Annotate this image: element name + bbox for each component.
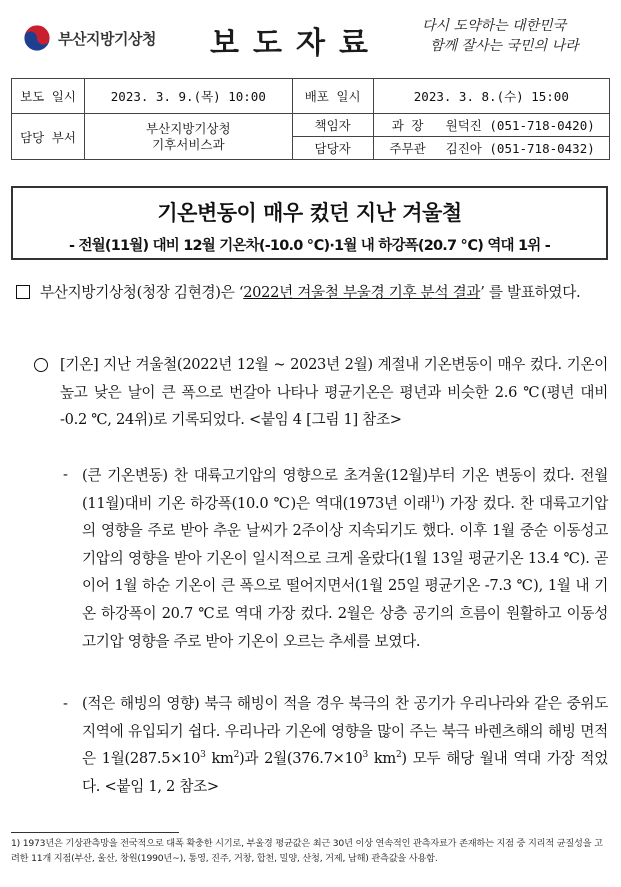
- staff-label: 담당자: [292, 137, 373, 160]
- exp-3: 3: [362, 750, 368, 761]
- dist-label: 배포 일시: [292, 79, 373, 114]
- headline-title: 기온변동이 매우 컸던 지난 겨울철: [157, 201, 462, 225]
- release-info-table: [11, 78, 610, 160]
- variation-paragraph: [82, 462, 608, 655]
- sea-ice-text-d: km: [367, 750, 396, 768]
- government-slogan: [422, 16, 607, 56]
- temperature-paragraph: [기온] 지난 겨울철(2022년 12월 ~ 2023년 2월) 계절내 기온변동이 매우 컸다. 기온이 높고 낮은 날이 큰 폭으로 번갈아 나타나 평균기온은 평년과 비슷한 2.6 ℃(평년 대비 -0.2 ℃, 24위)로 기록되었다. <붙임 4 [그림 1] 참조>: [60, 356, 608, 429]
- headline-subtitle: - 전월(11월) 대비 12월 기온차(-10.0 ℃)·1월 내 하강폭(20.7 ℃) 역대 1위 -: [69, 238, 550, 254]
- kma-logo: [22, 20, 172, 56]
- doc-type-title: 보도자료: [210, 26, 382, 61]
- release-value: 2023. 3. 9.(목) 10:00: [85, 79, 293, 114]
- slogan-line-2: 함께 잘사는 국민의 나라: [430, 38, 579, 54]
- dept-line-1: 부산지방기상청: [146, 120, 231, 136]
- sea-ice-text-b: km: [205, 750, 234, 768]
- intro-text-a: 부산지방기상청(청장 김현경)은 ‘: [40, 284, 244, 301]
- exp-4: 2: [395, 750, 402, 761]
- footnote-ref-1: 1): [430, 494, 440, 505]
- sea-ice-text-c: )과 2월(376.7×10: [239, 750, 363, 768]
- exp-2: 2: [233, 750, 239, 761]
- dash-bullet-2: -: [63, 695, 68, 712]
- taegeuk-logo-icon: [22, 23, 52, 53]
- release-label: 보도 일시: [12, 79, 85, 114]
- exp-1: 3: [200, 750, 206, 761]
- resp-title: 과 장: [373, 114, 442, 137]
- dept-label: 담당 부서: [12, 114, 85, 160]
- footnote-divider: [11, 832, 179, 833]
- sea-ice-text-a: (적은 해빙의 영향) 북극 해빙이 적을 경우 북극의 찬 공기가 우리나라와 같은 중위도 지역에 유입되기 쉽다. 우리나라 기온에 영향을 많이 주는 북극 바렌츠해의 해빙 면적은 1월(287.5×10: [82, 695, 608, 768]
- variation-text-a: (큰 기온변동) 찬 대륙고기압의 영향으로 초겨울(12월)부터 기온 변동이 컸다. 전월(11월)대비 기온 하강폭(10.0 ℃)은 역대(1973년 이래: [82, 467, 608, 512]
- resp-label: 책임자: [292, 114, 373, 137]
- circle-bullet-icon: [34, 358, 48, 372]
- slogan-line-1: 다시 도약하는 대한민국: [422, 18, 567, 34]
- dash-bullet-1: -: [63, 466, 68, 483]
- org-name: 부산지방기상청: [58, 29, 156, 48]
- dept-value: [85, 114, 293, 160]
- variation-text-b: ) 가장 컸다. 찬 대륙고기압의 영향을 주로 받아 추운 날씨가 2주이상 지속되기도 했다. 이후 1월 중순 이동성고기압의 영향을 받아 기온이 일시적으로 크게 올랐다(1월 13일 평균기온 13.4 ℃). 곧이어 1월 하순 기온이 큰 폭으로 떨어지면서(1월 25일 평균기온 -7.3 ℃), 1월 내 기온 하강폭이 20.7 ℃로 역대 가장 컸다. 2월은 상층 공기의 흐름이 원활하고 이동성고기압 영향을 주로 받아 기온이 오르는 추세를 보였다.: [82, 494, 608, 650]
- headline-box: [11, 186, 608, 260]
- intro-paragraph: [40, 279, 608, 307]
- staff-title: 주무관: [373, 137, 442, 160]
- square-bullet-icon: [16, 285, 30, 299]
- report-title-underlined: 2022년 겨울철 부울경 기후 분석 결과: [243, 284, 481, 301]
- dist-value: 2023. 3. 8.(수) 15:00: [373, 79, 609, 114]
- resp-contact: 원덕진 (051-718-0420): [442, 114, 610, 137]
- staff-contact: 김진아 (051-718-0432): [442, 137, 610, 160]
- sea-ice-paragraph: [82, 690, 608, 800]
- sea-ice-text-e: ) 모두 해당 월내 역대 가장 적었다. <붙임 1, 2 참조>: [82, 750, 609, 795]
- dept-line-2: 기후서비스과: [152, 136, 225, 152]
- footnote: 1) 1973년은 기상관측망을 전국적으로 대폭 확충한 시기로, 부울경 평균값은 최근 30년 이상 연속적인 관측자료가 존재하는 지점 중 지리적 균질성을 고려한 11개 지점(부산, 울산, 창원(1990년~), 통영, 진주, 거창, 합천, 밀양, 산청, 거제, 남해) 관측값을 사용함.: [11, 838, 603, 864]
- intro-text-b: ’ 를 발표하였다.: [480, 284, 581, 301]
